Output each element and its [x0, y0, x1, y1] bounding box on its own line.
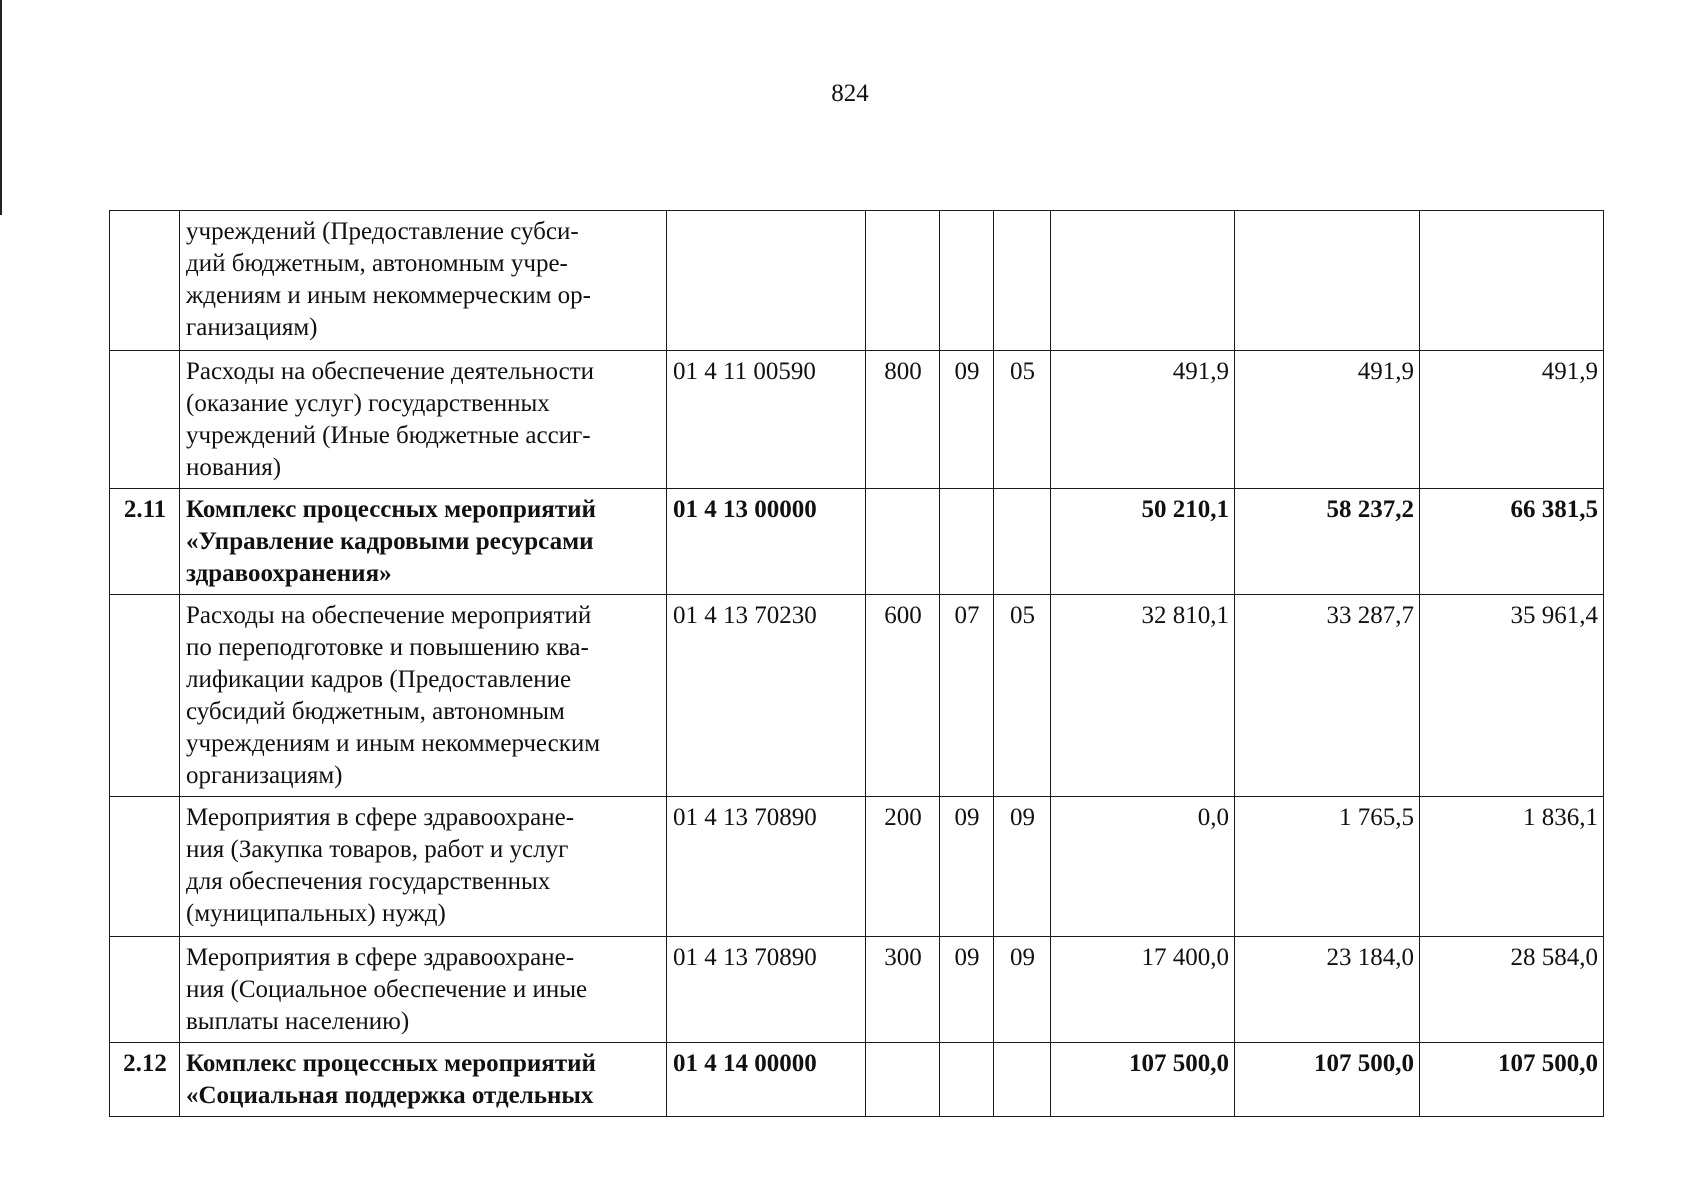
row-pr-code-cell: 05 — [994, 595, 1051, 797]
row-csr-code-cell: 01 4 14 00000 — [667, 1043, 866, 1117]
row-number-cell — [110, 797, 180, 937]
table-row-section — [110, 489, 1604, 595]
row-amount-year2-cell: 23 184,0 — [1235, 937, 1420, 1043]
row-pr-code-cell: 09 — [994, 797, 1051, 937]
row-vr-code-cell — [866, 1043, 940, 1117]
row-number-cell: 2.12 — [110, 1043, 180, 1117]
row-vr-code-cell: 200 — [866, 797, 940, 937]
row-name-line: учреждениям и иным некоммерческим — [186, 730, 601, 757]
row-name-line: субсидий бюджетным, автономным — [186, 698, 565, 725]
row-name-line: Расходы на обеспечение мероприятий — [186, 602, 592, 629]
row-name-line: «Социальная поддержка отдельных — [186, 1082, 594, 1109]
row-rz-code-cell — [940, 211, 994, 351]
row-vr-code-cell — [866, 211, 940, 351]
row-amount-year2-cell: 1 765,5 — [1235, 797, 1420, 937]
table-row — [110, 937, 1604, 1043]
row-name-line: ждениям и иным некоммерческим ор- — [186, 282, 591, 309]
row-vr-code-cell: 600 — [866, 595, 940, 797]
row-amount-year3-cell: 1 836,1 — [1420, 797, 1604, 937]
row-csr-code-cell: 01 4 13 70890 — [667, 937, 866, 1043]
row-rz-code-cell: 09 — [940, 797, 994, 937]
row-vr-code-cell: 800 — [866, 351, 940, 489]
table-row — [110, 595, 1604, 797]
row-number-cell — [110, 595, 180, 797]
row-amount-year1-cell: 0,0 — [1051, 797, 1235, 937]
row-amount-year1-cell — [1051, 211, 1235, 351]
table-row — [110, 211, 1604, 351]
row-amount-year3-cell: 35 961,4 — [1420, 595, 1604, 797]
row-amount-year1-cell: 32 810,1 — [1051, 595, 1235, 797]
row-vr-code-cell: 300 — [866, 937, 940, 1043]
row-amount-year3-cell: 66 381,5 — [1420, 489, 1604, 595]
row-amount-year2-cell: 491,9 — [1235, 351, 1420, 489]
row-name-line: (оказание услуг) государственных — [186, 390, 550, 417]
row-amount-year1-cell: 17 400,0 — [1051, 937, 1235, 1043]
row-name-line: ния (Закупка товаров, работ и услуг — [186, 836, 569, 863]
row-rz-code-cell: 09 — [940, 351, 994, 489]
row-name-line: выплаты населению) — [186, 1008, 410, 1035]
row-amount-year2-cell — [1235, 211, 1420, 351]
row-name-cell — [180, 211, 667, 351]
table-row-section — [110, 1043, 1604, 1117]
row-name-cell — [180, 595, 667, 797]
row-name-cell — [180, 937, 667, 1043]
row-name-line: учреждений (Предоставление субси- — [186, 218, 579, 245]
row-name-line: учреждений (Иные бюджетные ассиг- — [186, 422, 591, 449]
row-csr-code-cell: 01 4 11 00590 — [667, 351, 866, 489]
row-name-line: Расходы на обеспечение деятельности — [186, 358, 595, 385]
row-name-line: Мероприятия в сфере здравоохране- — [186, 804, 575, 831]
table-row — [110, 351, 1604, 489]
row-name-line: «Управление кадровыми ресурсами — [186, 528, 594, 555]
row-amount-year2-cell: 33 287,7 — [1235, 595, 1420, 797]
row-vr-code-cell — [866, 489, 940, 595]
row-csr-code-cell: 01 4 13 70230 — [667, 595, 866, 797]
row-amount-year2-cell: 58 237,2 — [1235, 489, 1420, 595]
page-number: 824 — [831, 80, 869, 107]
row-pr-code-cell: 09 — [994, 937, 1051, 1043]
row-number-cell — [110, 937, 180, 1043]
row-csr-code-cell — [667, 211, 866, 351]
row-name-cell — [180, 1043, 667, 1117]
row-pr-code-cell — [994, 211, 1051, 351]
row-pr-code-cell — [994, 489, 1051, 595]
row-amount-year3-cell: 28 584,0 — [1420, 937, 1604, 1043]
row-name-line: по переподготовке и повышению ква- — [186, 634, 589, 661]
row-rz-code-cell — [940, 489, 994, 595]
row-amount-year3-cell: 107 500,0 — [1420, 1043, 1604, 1117]
row-name-line: Мероприятия в сфере здравоохране- — [186, 944, 575, 971]
row-name-line: организациям) — [186, 762, 343, 789]
row-rz-code-cell: 09 — [940, 937, 994, 1043]
row-pr-code-cell — [994, 1043, 1051, 1117]
row-name-line: лификации кадров (Предоставление — [186, 666, 572, 693]
row-amount-year3-cell: 491,9 — [1420, 351, 1604, 489]
row-name-line: Комплекс процессных мероприятий — [186, 496, 596, 523]
row-name-line: дий бюджетным, автономным учре- — [186, 250, 568, 277]
row-name-cell — [180, 797, 667, 937]
row-amount-year2-cell: 107 500,0 — [1235, 1043, 1420, 1117]
row-amount-year1-cell: 107 500,0 — [1051, 1043, 1235, 1117]
row-name-line: для обеспечения государственных — [186, 868, 551, 895]
row-name-line: нования) — [186, 454, 282, 481]
row-name-line: Комплекс процессных мероприятий — [186, 1050, 596, 1077]
row-number-cell: 2.11 — [110, 489, 180, 595]
row-amount-year3-cell — [1420, 211, 1604, 351]
row-name-cell — [180, 489, 667, 595]
row-name-line: здравоохранения» — [186, 560, 392, 587]
row-name-line: ния (Социальное обеспечение и иные — [186, 976, 588, 1003]
row-name-line: ганизациям) — [186, 314, 318, 341]
table-row — [110, 797, 1604, 937]
row-rz-code-cell — [940, 1043, 994, 1117]
row-csr-code-cell: 01 4 13 70890 — [667, 797, 866, 937]
row-number-cell — [110, 211, 180, 351]
budget-table-body — [110, 211, 1604, 1117]
row-pr-code-cell: 05 — [994, 351, 1051, 489]
budget-table — [109, 210, 1604, 1117]
row-name-cell — [180, 351, 667, 489]
row-csr-code-cell: 01 4 13 00000 — [667, 489, 866, 595]
row-number-cell — [110, 351, 180, 489]
row-name-line: (муниципальных) нужд) — [186, 900, 446, 927]
row-amount-year1-cell: 491,9 — [1051, 351, 1235, 489]
row-amount-year1-cell: 50 210,1 — [1051, 489, 1235, 595]
row-rz-code-cell: 07 — [940, 595, 994, 797]
